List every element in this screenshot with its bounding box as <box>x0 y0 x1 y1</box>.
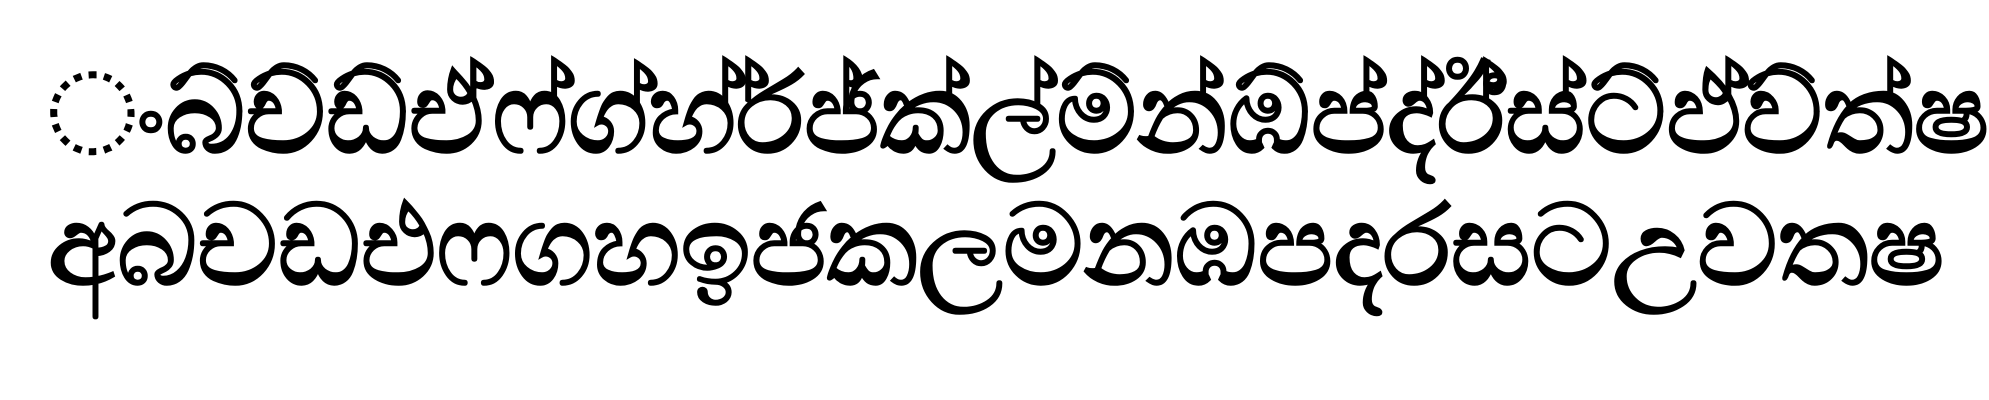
sample-line-marked-glyphs: ංබ්ච්ඩ්ඒ්ෆ්ග්හ්ර්ජ්ක්ල්ම්න්ඹ්ප්ද්ඊ්ස්ට්ඵ්ව්ත්ෂ <box>48 49 1989 179</box>
sample-line-base-glyphs: අබචඩඑෆගහඉජකලමනඹපදරසටඋවතෂ <box>48 181 1945 311</box>
